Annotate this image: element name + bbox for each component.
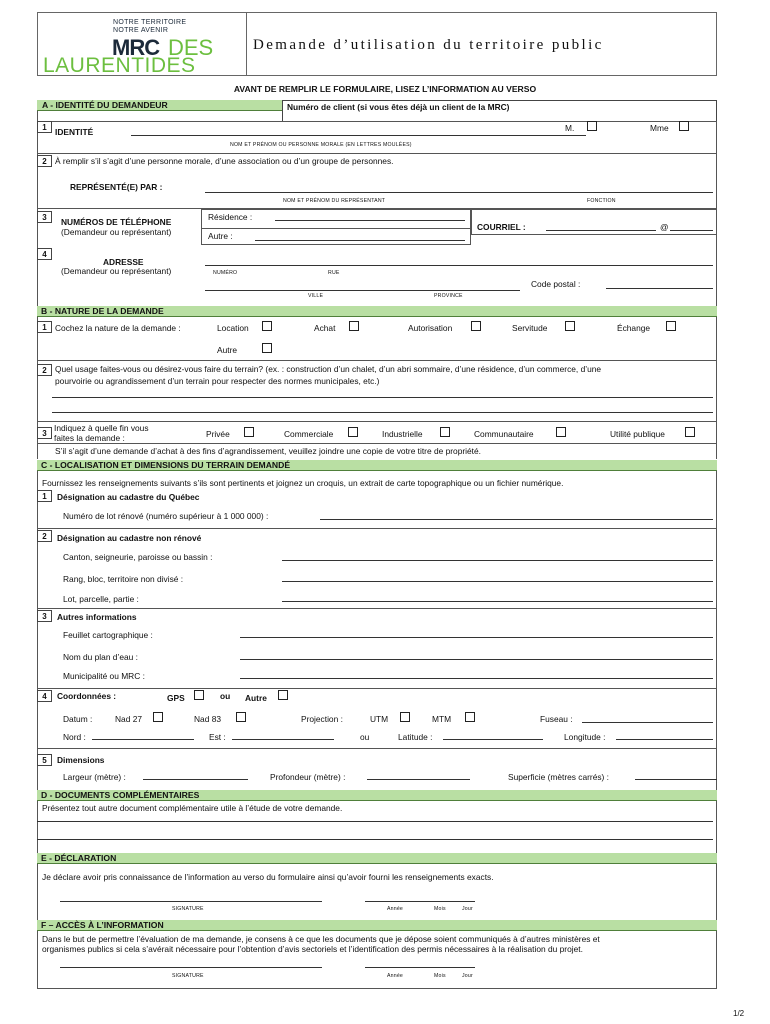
dimensions-label: Dimensions <box>57 755 105 765</box>
rang-field[interactable] <box>282 581 713 582</box>
utilite-label: Utilité publique <box>610 429 665 439</box>
logo-des: DES <box>168 35 214 60</box>
nord-label: Nord : <box>63 732 86 742</box>
fins-line-1: Indiquez à quelle fin vous <box>54 423 149 433</box>
courriel-label: COURRIEL : <box>477 222 526 232</box>
a-item-2-number: 2 <box>37 155 52 167</box>
industrielle-checkbox[interactable] <box>440 427 450 437</box>
superficie-label: Superficie (mètres carrés) : <box>508 772 609 782</box>
telephone-label: NUMÉROS DE TÉLÉPHONE <box>61 217 172 227</box>
f-mois-caption: Mois <box>434 973 446 979</box>
logo-mrc: MRC <box>112 35 160 60</box>
longitude-field[interactable] <box>616 739 713 740</box>
nord-field[interactable] <box>92 739 194 740</box>
a-item-4-number: 4 <box>37 248 52 260</box>
identite-field[interactable] <box>131 135 586 136</box>
code-postal-label: Code postal : <box>531 279 581 289</box>
phone-box-divider <box>202 228 472 229</box>
represente-label: REPRÉSENTÉ(E) PAR : <box>70 182 163 192</box>
commerciale-checkbox[interactable] <box>348 427 358 437</box>
title-box <box>247 12 717 76</box>
representant-caption: NOM ET PRÉNOM DU REPRÉSENTANT <box>283 198 386 204</box>
rue-caption: RUE <box>328 270 340 276</box>
ou-label: ou <box>220 691 231 701</box>
achat-label: Achat <box>314 323 336 333</box>
feuillet-field[interactable] <box>240 637 713 638</box>
mme-checkbox[interactable] <box>679 121 689 131</box>
nom-caption: NOM ET PRÉNOM OU PERSONNE MORALE (EN LETTRES MOULÉES) <box>230 142 412 148</box>
f-jour-caption: Jour <box>462 973 473 979</box>
b3-divider <box>37 443 717 444</box>
c-item-3-number: 3 <box>37 610 52 622</box>
f-date-field[interactable] <box>365 967 475 968</box>
largeur-label: Largeur (mètre) : <box>63 772 126 782</box>
adresse-sublabel: (Demandeur ou représentant) <box>61 266 172 276</box>
c3-divider <box>37 688 717 689</box>
f-annee-caption: Année <box>387 973 404 979</box>
autre-coord-checkbox[interactable] <box>278 690 288 700</box>
fuseau-field[interactable] <box>582 722 713 723</box>
section-a-title: A - IDENTITÉ DU DEMANDEUR <box>42 100 168 110</box>
nad83-checkbox[interactable] <box>236 712 246 722</box>
page-number: 1/2 <box>733 1009 745 1018</box>
mme-label: Mme <box>650 123 669 133</box>
section-e-title: E - DÉCLARATION <box>41 853 117 863</box>
courriel-field-user[interactable] <box>546 230 656 231</box>
municipalite-label: Municipalité ou MRC : <box>63 671 145 681</box>
nad83-label: Nad 83 <box>194 714 222 724</box>
section-d-header <box>37 790 717 801</box>
autre-nature-checkbox[interactable] <box>262 343 272 353</box>
b1-divider <box>37 360 717 361</box>
section-e-border-left <box>37 864 38 920</box>
c-item-4-number: 4 <box>37 690 52 702</box>
section-c-border-left <box>37 471 38 790</box>
fins-line-2: faites la demande : <box>54 433 125 443</box>
plan-eau-field[interactable] <box>240 659 713 660</box>
gps-checkbox[interactable] <box>194 690 204 700</box>
canton-label: Canton, seigneurie, paroisse ou bassin : <box>63 552 213 562</box>
adresse-field-2[interactable] <box>205 290 520 291</box>
utm-label: UTM <box>370 714 389 724</box>
communautaire-checkbox[interactable] <box>556 427 566 437</box>
cadastre-qc-label: Désignation au cadastre du Québec <box>57 492 200 502</box>
gps-label: GPS <box>167 693 185 703</box>
nad27-label: Nad 27 <box>115 714 143 724</box>
servitude-checkbox[interactable] <box>565 321 575 331</box>
achat-note: S’il s’agit d’une demande d’achat à des fins d’agrandissement, veuillez joindre une copie de votre titre de propriété. <box>55 446 481 456</box>
utm-checkbox[interactable] <box>400 712 410 722</box>
profondeur-label: Profondeur (mètre) : <box>270 772 346 782</box>
a1-divider <box>37 153 717 154</box>
municipalite-field[interactable] <box>240 678 713 679</box>
c-intro: Fournissez les renseignements suivants s’ils sont pertinents et joignez un croquis, un extrait de carte topographique ou un fichier numérique. <box>42 478 564 488</box>
plan-eau-label: Nom du plan d’eau : <box>63 652 138 662</box>
autorisation-label: Autorisation <box>408 323 453 333</box>
autre-coord-label: Autre <box>245 693 267 703</box>
code-postal-field[interactable] <box>606 288 713 289</box>
nad27-checkbox[interactable] <box>153 712 163 722</box>
latitude-label: Latitude : <box>398 732 433 742</box>
e-annee-caption: Année <box>387 906 404 912</box>
superficie-field[interactable] <box>635 779 717 780</box>
b-item-1-number: 1 <box>37 321 52 333</box>
telephone-sublabel: (Demandeur ou représentant) <box>61 227 172 237</box>
c2-divider <box>37 608 717 609</box>
documents-field-1[interactable] <box>37 821 713 822</box>
ville-caption: VILLE <box>308 293 324 299</box>
at-sign: @ <box>660 222 669 232</box>
coordonnees-label: Coordonnées : <box>57 691 117 701</box>
lot-field[interactable] <box>282 601 713 602</box>
section-d-title: D - DOCUMENTS COMPLÉMENTAIRES <box>41 790 200 800</box>
residence-label: Résidence : <box>208 212 253 222</box>
ou-latitude-label: ou <box>360 732 370 742</box>
autorisation-checkbox[interactable] <box>471 321 481 331</box>
personne-morale-text: À remplir s’il s’agit d’une personne morale, d’une association ou d’un groupe de personnes. <box>55 156 394 166</box>
courriel-field-domain[interactable] <box>670 230 713 231</box>
section-b-border-right <box>716 317 717 459</box>
section-d-border-right <box>716 801 717 853</box>
represente-field[interactable] <box>205 192 713 193</box>
usage-field-2[interactable] <box>52 412 713 413</box>
section-a-header <box>37 100 282 111</box>
longitude-label: Longitude : <box>564 732 606 742</box>
mtm-label: MTM <box>432 714 452 724</box>
autre-nature-label: Autre <box>217 345 238 355</box>
autre-phone-label: Autre : <box>208 231 233 241</box>
autres-info-label: Autres informations <box>57 612 137 622</box>
acces-line-2: organismes publics si cela s’avérait nécessaire pour l’obtention d’avis sectoriels et l’identification des permis nécessaires à la réalisation du projet. <box>42 944 583 954</box>
section-f-header <box>37 920 717 931</box>
adresse-label: ADRESSE <box>103 257 144 267</box>
projection-label: Projection : <box>301 714 343 724</box>
fonction-caption: FONCTION <box>587 198 616 204</box>
achat-checkbox[interactable] <box>349 321 359 331</box>
identite-label: IDENTITÉ <box>55 127 94 137</box>
b2-divider <box>37 421 717 422</box>
industrielle-label: Industrielle <box>382 429 423 439</box>
a-item-3-number: 3 <box>37 211 52 223</box>
m-label: M. <box>565 123 575 133</box>
latitude-field[interactable] <box>443 739 543 740</box>
lot-renove-label: Numéro de lot rénové (numéro supérieur à 1 000 000) : <box>63 511 269 521</box>
b-item-3-number: 3 <box>37 427 52 439</box>
c-item-2-number: 2 <box>37 530 52 542</box>
fuseau-label: Fuseau : <box>540 714 573 724</box>
section-f-border-right <box>716 931 717 988</box>
echange-checkbox[interactable] <box>666 321 676 331</box>
mtm-checkbox[interactable] <box>465 712 475 722</box>
section-a-divider <box>37 121 717 122</box>
section-f-title: F – ACCÈS À L’INFORMATION <box>41 920 164 930</box>
numero-caption: NUMÉRO <box>213 270 238 276</box>
logo-tagline-2: NOTRE AVENIR <box>113 27 169 34</box>
b-item-2-number: 2 <box>37 364 52 376</box>
canton-field[interactable] <box>282 560 713 561</box>
section-c-header <box>37 460 717 471</box>
profondeur-field[interactable] <box>367 779 470 780</box>
e-date-field[interactable] <box>365 901 475 902</box>
section-b-header <box>37 306 717 317</box>
documents-text: Présentez tout autre document complémentaire utile à l’étude de votre demande. <box>42 803 343 813</box>
usage-field-1[interactable] <box>52 397 713 398</box>
section-f-border-bottom <box>37 988 717 989</box>
e-signature-caption: SIGNATURE <box>172 906 204 912</box>
utilite-checkbox[interactable] <box>685 427 695 437</box>
adresse-field-1[interactable] <box>205 265 713 266</box>
lot-renove-field[interactable] <box>320 519 713 520</box>
location-checkbox[interactable] <box>262 321 272 331</box>
autre-phone-field[interactable] <box>255 240 465 241</box>
cochez-label: Cochez la nature de la demande : <box>55 323 181 333</box>
privee-checkbox[interactable] <box>244 427 254 437</box>
cadastre-non-label: Désignation au cadastre non rénové <box>57 533 202 543</box>
c4-divider <box>37 748 717 749</box>
acces-line-1: Dans le but de permettre l’évaluation de ma demande, je consens à ce que les documents que je dépose soient communiqués à d’autres ministères et <box>42 934 600 944</box>
section-c-border-right <box>716 471 717 790</box>
logo <box>37 12 247 76</box>
declaration-text: Je déclare avoir pris connaissance de l’information au verso du formulaire ainsi qu’avoir fourni les renseignements exacts. <box>42 872 494 882</box>
est-field[interactable] <box>232 739 334 740</box>
commerciale-label: Commerciale <box>284 429 334 439</box>
privee-label: Privée <box>206 429 230 439</box>
section-d-border-left <box>37 801 38 853</box>
location-label: Location <box>217 323 249 333</box>
c1-divider <box>37 528 717 529</box>
est-label: Est : <box>209 732 226 742</box>
a-item-1-number: 1 <box>37 121 52 133</box>
e-jour-caption: Jour <box>462 906 473 912</box>
e-signature-field[interactable] <box>60 901 322 902</box>
residence-field[interactable] <box>275 220 465 221</box>
echange-label: Échange <box>617 323 651 333</box>
feuillet-label: Feuillet cartographique : <box>63 630 153 640</box>
logo-laurentides: LAURENTIDES <box>43 54 196 77</box>
client-number-label: Numéro de client (si vous êtes déjà un client de la MRC) <box>287 102 510 112</box>
c-item-1-number: 1 <box>37 490 52 502</box>
section-c-title: C - LOCALISATION ET DIMENSIONS DU TERRAIN DEMANDÉ <box>41 460 291 470</box>
e-mois-caption: Mois <box>434 906 446 912</box>
f-signature-caption: SIGNATURE <box>172 973 204 979</box>
servitude-label: Servitude <box>512 323 548 333</box>
notice: AVANT DE REMPLIR LE FORMULAIRE, LISEZ L’INFORMATION AU VERSO <box>233 84 537 94</box>
usage-line-2: pourvoirie ou agrandissement d’un terrain pour respecter des normes municipales, etc.) <box>55 376 380 386</box>
m-checkbox[interactable] <box>587 121 597 131</box>
client-number-box <box>282 100 717 121</box>
c-item-5-number: 5 <box>37 754 52 766</box>
usage-line-1: Quel usage faites-vous ou désirez-vous faire du terrain? (ex. : construction d’un chalet, d’un abri sommaire, d’une résidence, d’un commerce, d’une <box>55 364 602 374</box>
section-b-title: B - NATURE DE LA DEMANDE <box>41 306 164 316</box>
datum-label: Datum : <box>63 714 93 724</box>
section-e-border-right <box>716 864 717 920</box>
page-title: Demande d’utilisation du territoire public <box>253 37 604 53</box>
province-caption: PROVINCE <box>434 293 463 299</box>
section-f-border-left <box>37 931 38 988</box>
communautaire-label: Communautaire <box>474 429 534 439</box>
section-e-header <box>37 853 717 864</box>
rang-label: Rang, bloc, territoire non divisé : <box>63 574 184 584</box>
logo-tagline-1: NOTRE TERRITOIRE <box>113 19 187 26</box>
f-signature-field[interactable] <box>60 967 322 968</box>
largeur-field[interactable] <box>143 779 248 780</box>
lot-label: Lot, parcelle, partie : <box>63 594 139 604</box>
documents-field-2[interactable] <box>37 839 713 840</box>
